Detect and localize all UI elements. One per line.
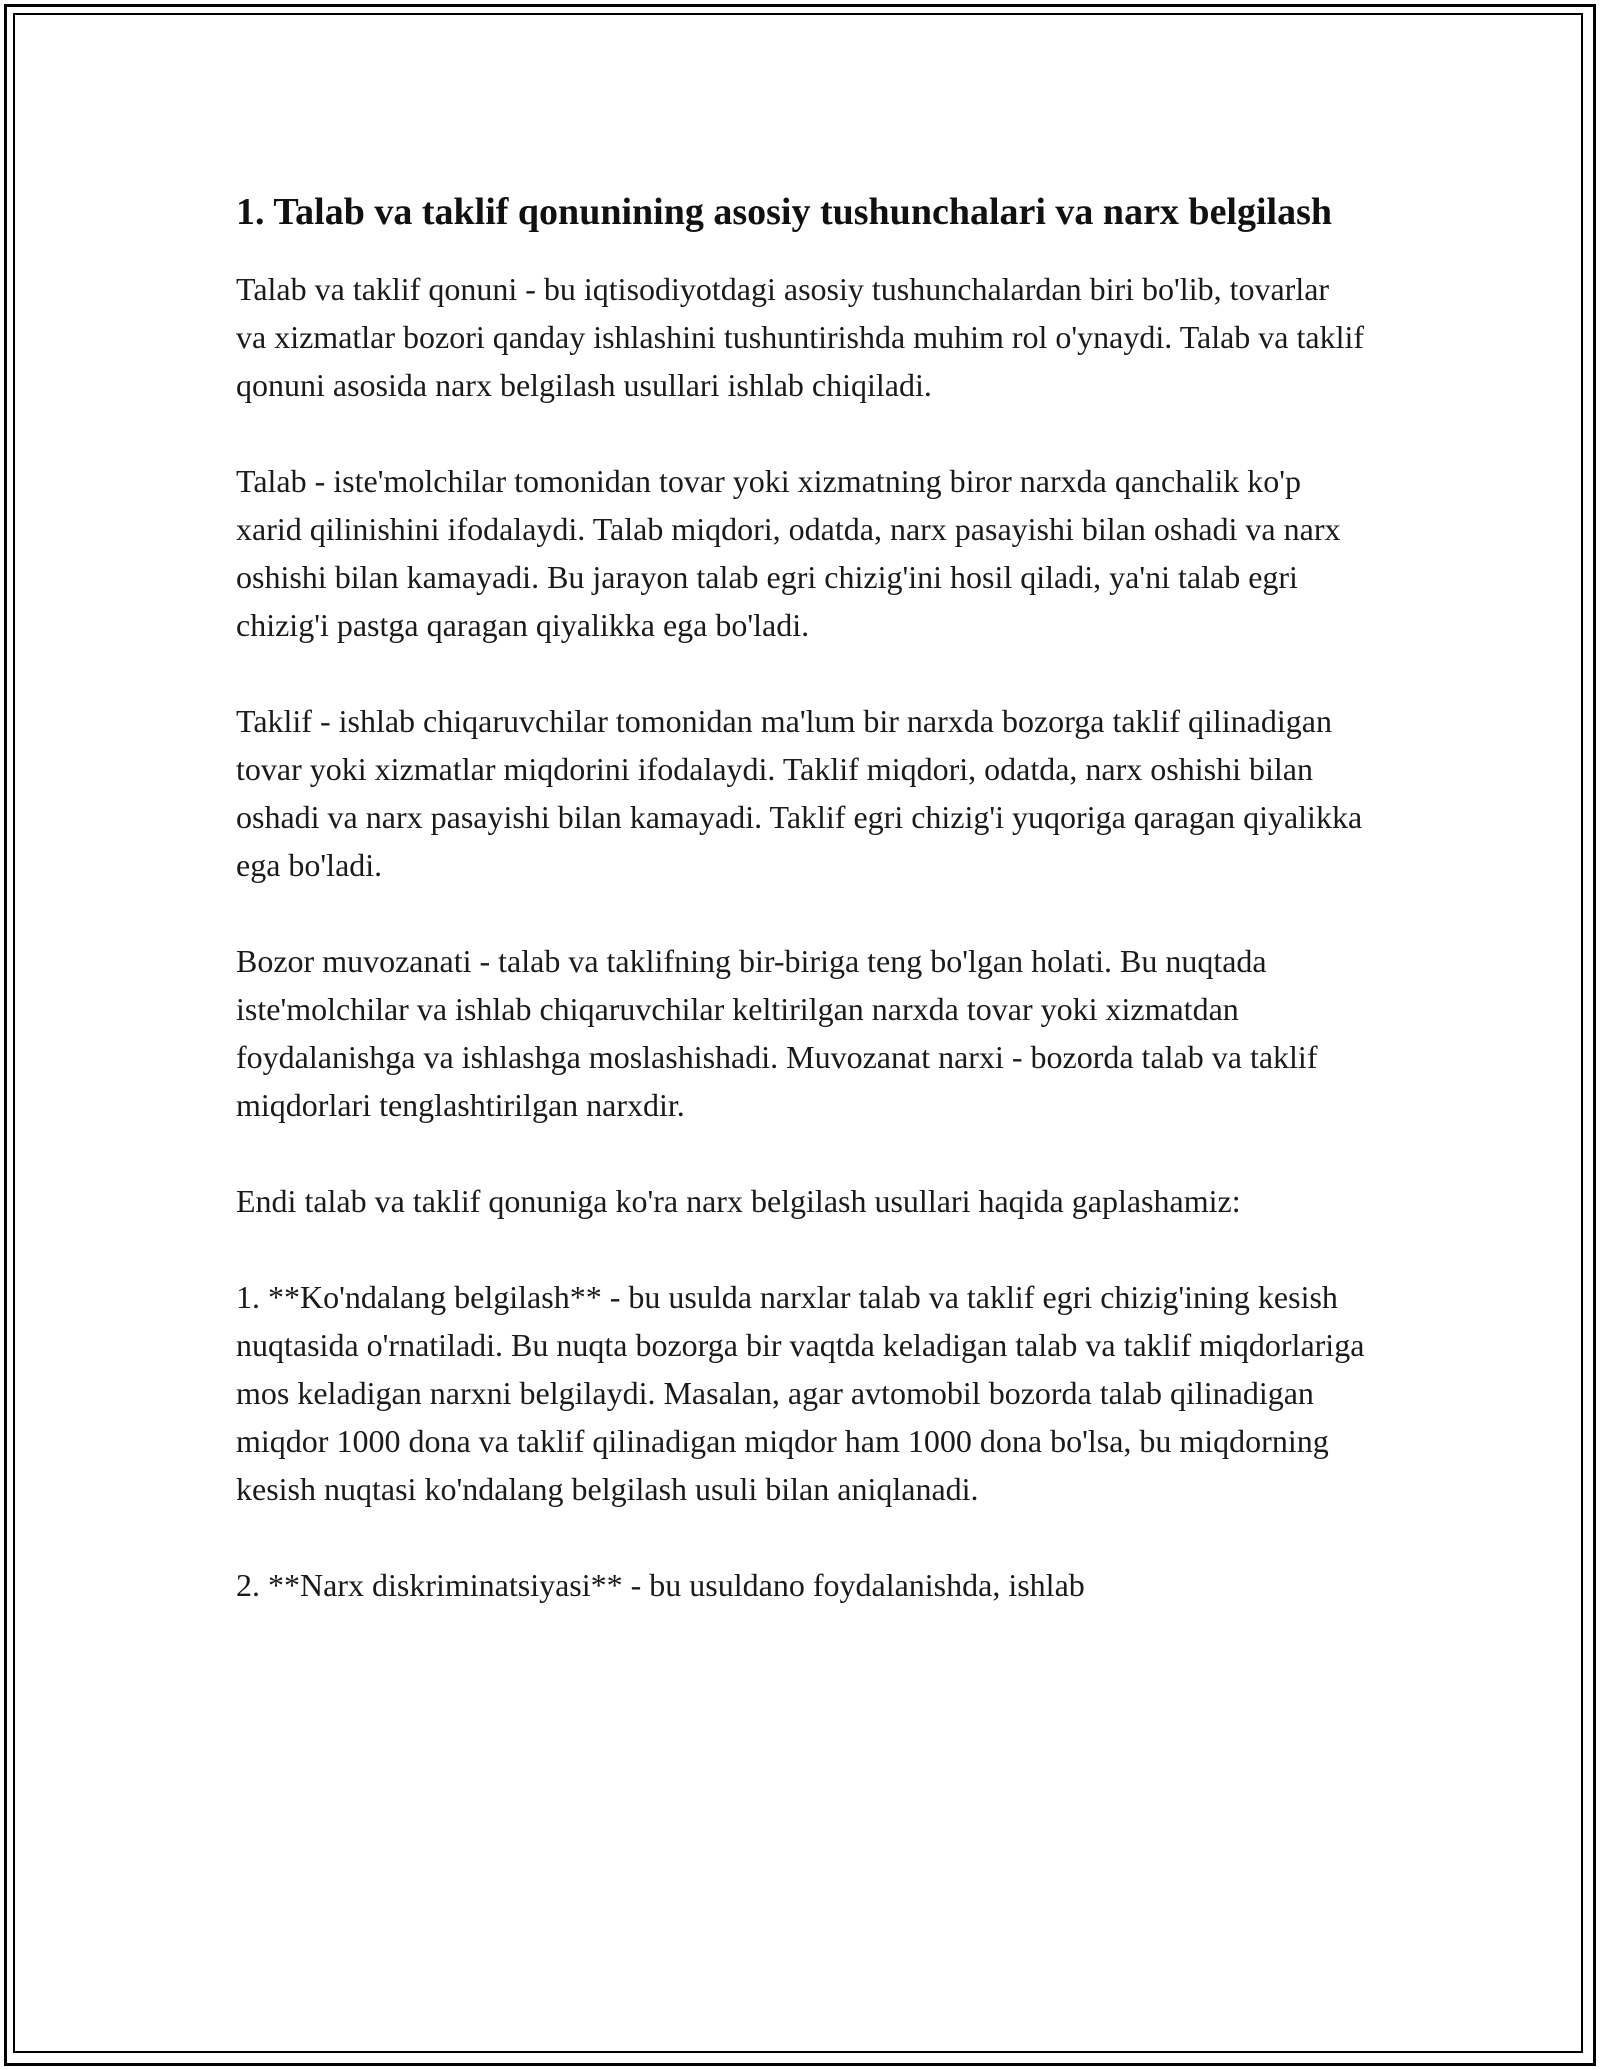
paragraph-supply: Taklif - ishlab chiqaruvchilar tomonidan ma'lum bir narxda bozorga taklif qilinadigan tovar yoki xizmatlar miqdorini ifodalaydi. Taklif miqdori, odatda, narx oshishi bilan oshadi va narx pasayishi bilan kamayadi. Taklif egri chizig'i yuqoriga qaragan qiyalikka ega bo'ladi. — [236, 703, 1363, 883]
paragraph-methods-intro: Endi talab va taklif qonuniga ko'ra narx belgilash usullari haqida gaplashamiz: — [236, 1183, 1241, 1219]
paragraph-intro: Talab va taklif qonuni - bu iqtisodiyotdagi asosiy tushunchalardan biri bo'lib, tovarlar va xizmatlar bozori qanday ishlashini tushuntirishda muhim rol o'ynaydi. Talab va taklif qonuni asosida narx belgilash usullari ishlab chiqiladi. — [236, 271, 1365, 403]
document-body — [236, 185, 1366, 1657]
paragraph-method-2: 2. **Narx diskriminatsiyasi** - bu usuldano foydalanishda, ishlab — [236, 1567, 1085, 1603]
paragraph-method-1: 1. **Ko'ndalang belgilash** - bu usulda narxlar talab va taklif egri chizig'ining kesish nuqtasida o'rnatiladi. Bu nuqta bozorga bir vaqtda keladigan talab va taklif miqdorlariga mos keladigan narxni belgilaydi. Masalan, agar avtomobil bozorda talab qilinadigan miqdor 1000 dona va taklif qilinadigan miqdor ham 1000 dona bo'lsa, bu miqdorning kesish nuqtasi ko'ndalang belgilash usuli bilan aniqlanadi. — [236, 1279, 1365, 1507]
paragraph-demand: Talab - iste'molchilar tomonidan tovar yoki xizmatning biror narxda qanchalik ko'p xarid qilinishini ifodalaydi. Talab miqdori, odatda, narx pasayishi bilan oshadi va narx oshishi bilan kamayadi. Bu jarayon talab egri chizig'ini hosil qiladi, ya'ni talab egri chizig'i pastga qaragan qiyalikka ega bo'ladi. — [236, 463, 1341, 643]
document-title: 1. Talab va taklif qonunining asosiy tushunchalari va narx belgilash — [236, 191, 1333, 233]
paragraph-equilibrium: Bozor muvozanati - talab va taklifning bir-biriga teng bo'lgan holati. Bu nuqtada iste'molchilar va ishlab chiqaruvchilar keltirilgan narxda tovar yoki xizmatdan foydalanishga va ishlashga moslashishadi. Muvozanat narxi - bozorda talab va taklif miqdorlari tenglashtirilgan narxdir. — [236, 943, 1318, 1123]
